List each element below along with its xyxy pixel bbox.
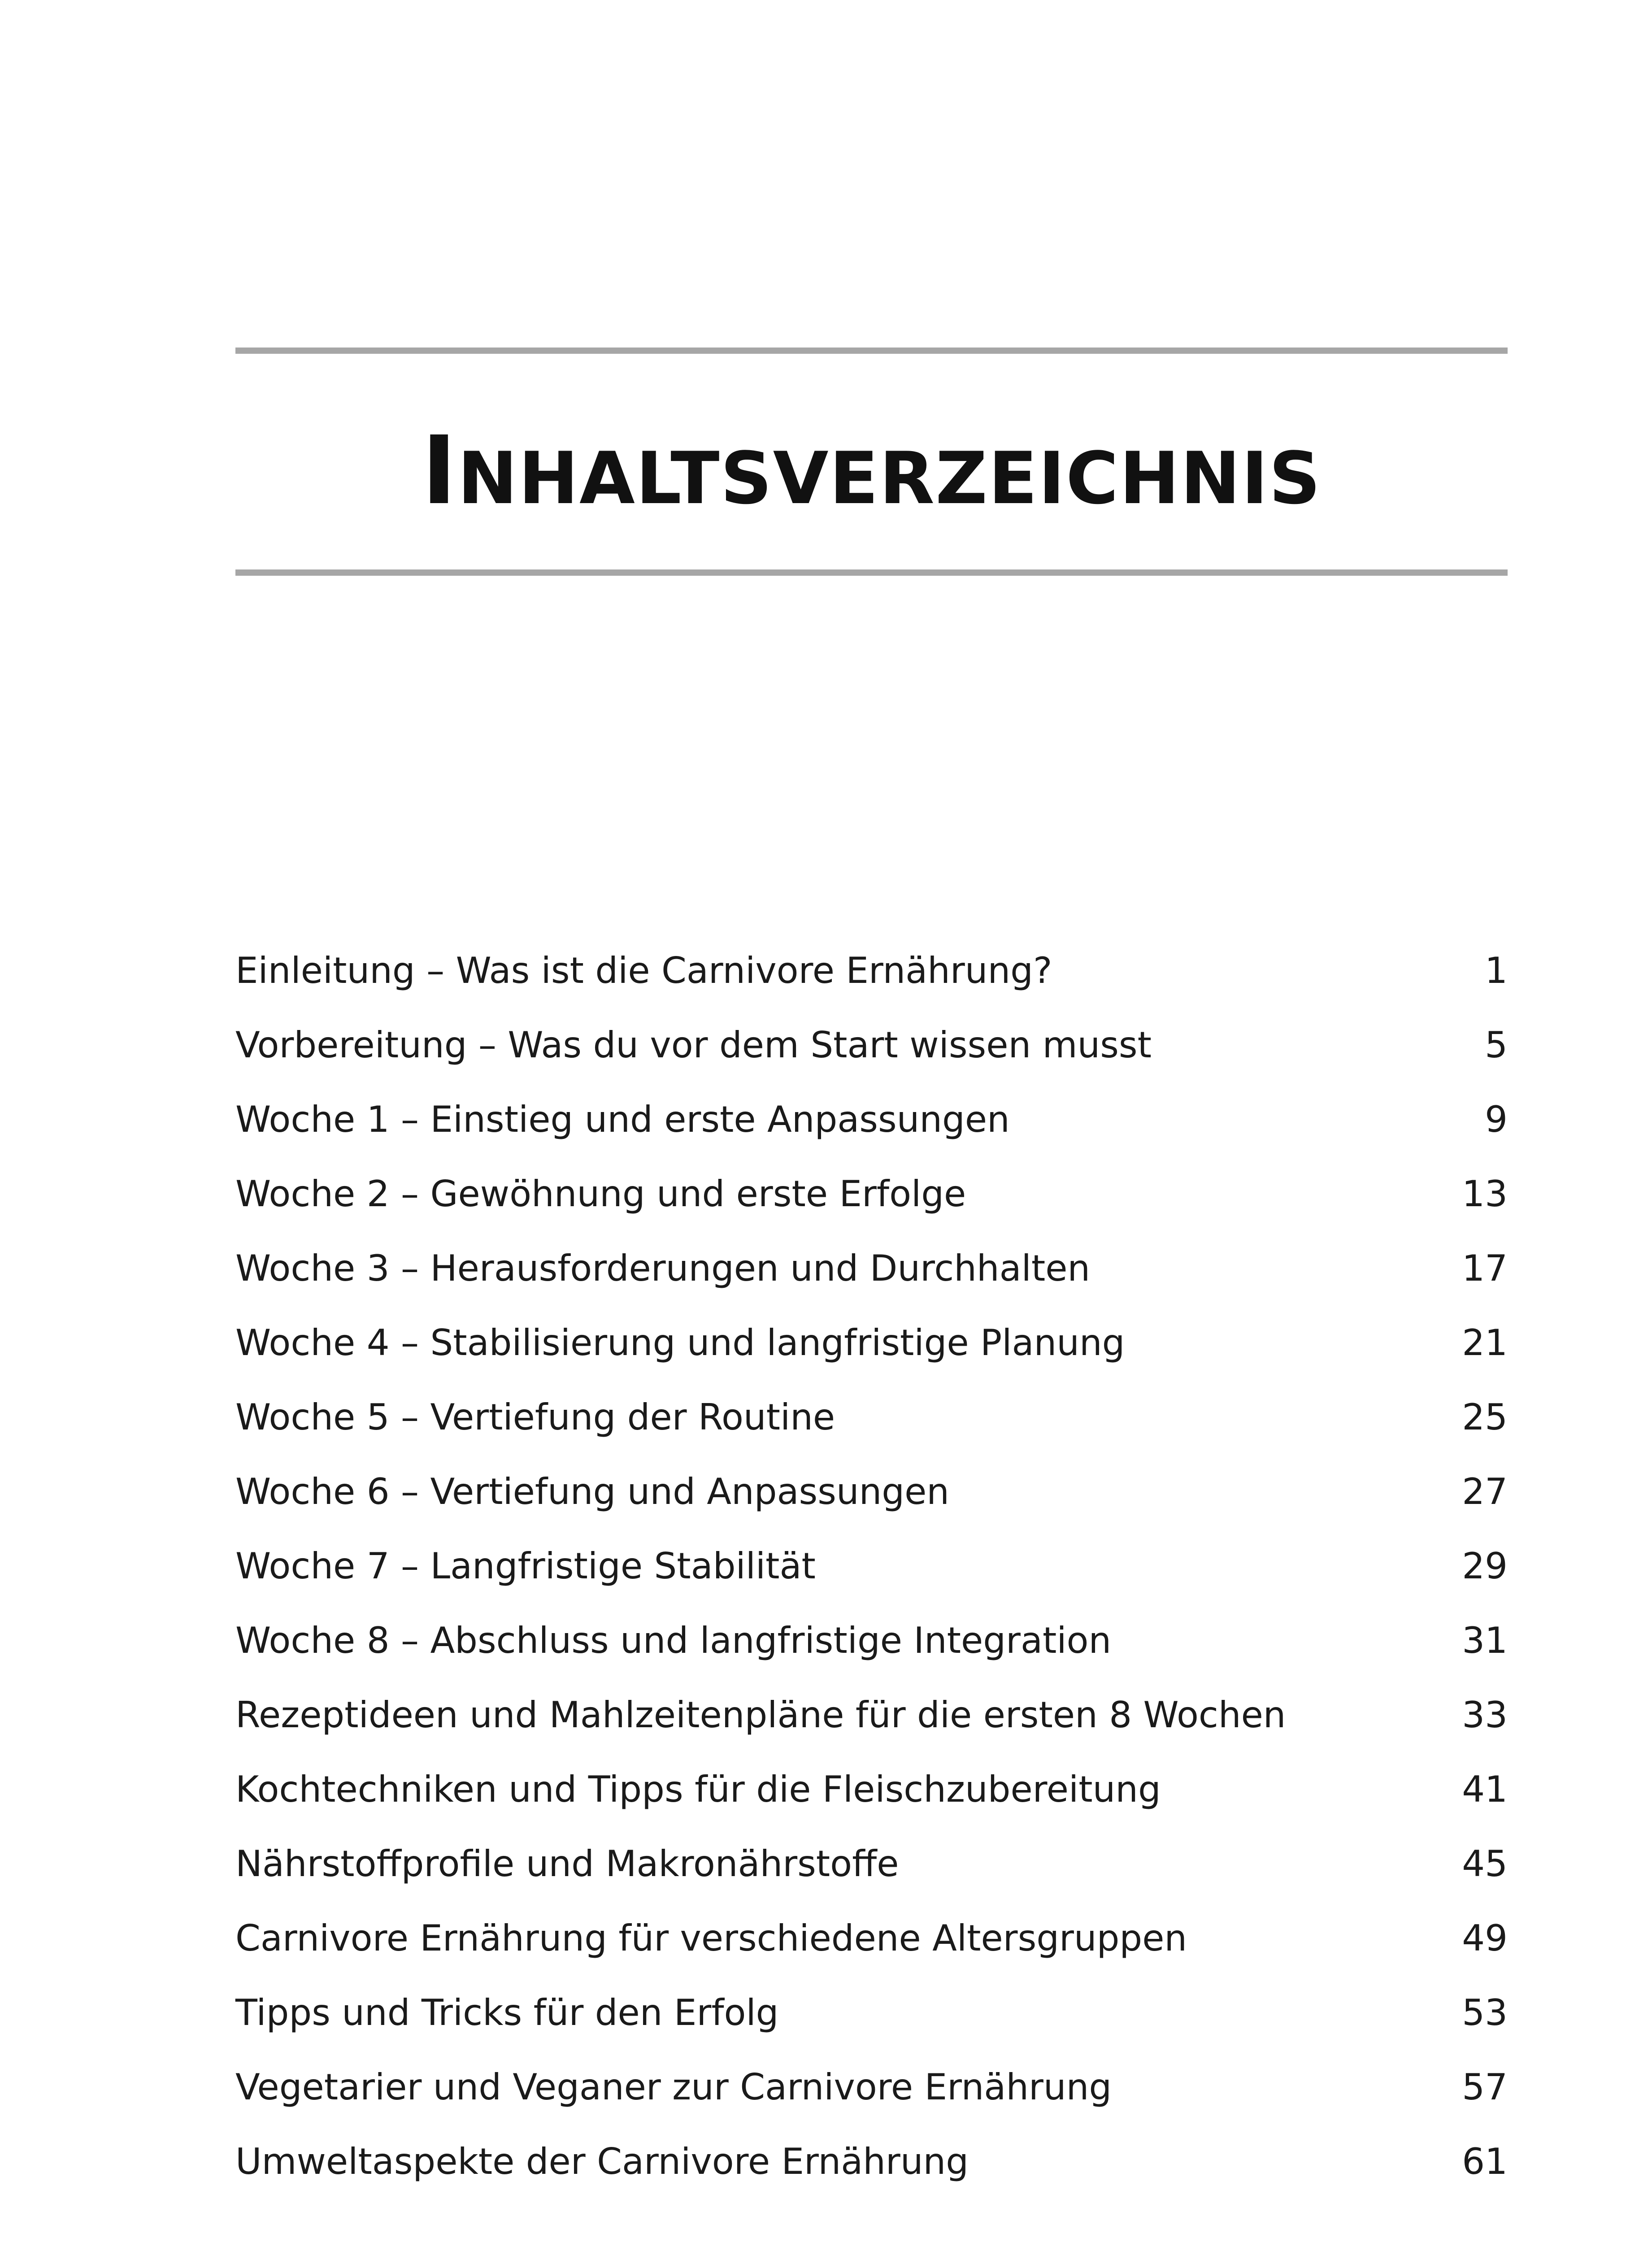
toc-entry-title: Woche 4 – Stabilisierung und langfristige Planung	[235, 1322, 1125, 1364]
table-of-contents	[235, 934, 1508, 2199]
toc-entry-title: Nährstoffprofile und Makronährstoffe	[235, 1843, 899, 1885]
toc-entry-page: 9	[1485, 1099, 1508, 1140]
title-rule-top	[235, 348, 1508, 354]
toc-entry[interactable]	[235, 1008, 1508, 1082]
toc-entry-page: 41	[1462, 1768, 1508, 1810]
toc-entry[interactable]	[235, 1231, 1508, 1306]
toc-entry[interactable]	[235, 1082, 1508, 1157]
toc-entry-title: Carnivore Ernährung für verschiedene Altersgruppen	[235, 1917, 1187, 1959]
toc-entry[interactable]	[235, 1529, 1508, 1603]
toc-entry-page: 17	[1462, 1247, 1508, 1289]
toc-entry-page: 61	[1462, 2141, 1508, 2182]
toc-entry[interactable]	[235, 1901, 1508, 1976]
toc-entry-title: Woche 5 – Vertiefung der Routine	[235, 1396, 835, 1438]
toc-entry[interactable]	[235, 2125, 1508, 2199]
toc-entry-title: Einleitung – Was ist die Carnivore Ernährung?	[235, 950, 1052, 991]
toc-entry-page: 29	[1462, 1545, 1508, 1587]
toc-entry-page: 57	[1462, 2066, 1508, 2108]
toc-entry[interactable]	[235, 1678, 1508, 1752]
toc-entry-title: Rezeptideen und Mahlzeitenpläne für die ersten 8 Wochen	[235, 1694, 1286, 1736]
toc-entry-page: 13	[1462, 1173, 1508, 1215]
title-rule-bottom	[235, 569, 1508, 576]
toc-entry[interactable]	[235, 1603, 1508, 1678]
toc-entry[interactable]	[235, 934, 1508, 1008]
toc-entry-page: 33	[1462, 1694, 1508, 1736]
toc-entry-title: Woche 1 – Einstieg und erste Anpassungen	[235, 1099, 1010, 1140]
toc-entry-title: Vegetarier und Veganer zur Carnivore Ernährung	[235, 2066, 1112, 2108]
toc-entry-title: Kochtechniken und Tipps für die Fleischzubereitung	[235, 1768, 1161, 1810]
toc-entry-page: 1	[1485, 950, 1508, 991]
toc-entry-page: 45	[1462, 1843, 1508, 1885]
toc-entry-title: Umweltaspekte der Carnivore Ernährung	[235, 2141, 969, 2182]
toc-entry-title: Woche 2 – Gewöhnung und erste Erfolge	[235, 1173, 966, 1215]
toc-entry-title: Woche 8 – Abschluss und langfristige Integration	[235, 1620, 1112, 1661]
toc-entry[interactable]	[235, 1455, 1508, 1529]
toc-entry-title: Woche 7 – Langfristige Stabilität	[235, 1545, 816, 1587]
toc-entry-title: Tipps und Tricks für den Erfolg	[235, 1992, 779, 2033]
page-title-rest: NHALTSVERZEICHNIS	[457, 436, 1322, 520]
toc-entry-title: Woche 3 – Herausforderungen und Durchhalten	[235, 1247, 1091, 1289]
toc-entry[interactable]	[235, 1306, 1508, 1380]
toc-entry-page: 53	[1462, 1992, 1508, 2033]
toc-entry-page: 21	[1462, 1322, 1508, 1364]
toc-entry-title: Woche 6 – Vertiefung und Anpassungen	[235, 1471, 949, 1512]
toc-entry[interactable]	[235, 2050, 1508, 2125]
toc-entry-page: 27	[1462, 1471, 1508, 1512]
toc-entry[interactable]	[235, 1976, 1508, 2050]
toc-entry-title: Vorbereitung – Was du vor dem Start wissen musst	[235, 1024, 1152, 1066]
toc-entry[interactable]	[235, 1157, 1508, 1231]
toc-entry-page: 31	[1462, 1620, 1508, 1661]
toc-entry[interactable]	[235, 1752, 1508, 1827]
page-title	[235, 413, 1508, 529]
toc-entry[interactable]	[235, 1827, 1508, 1901]
toc-entry-page: 25	[1462, 1396, 1508, 1438]
toc-entry[interactable]	[235, 1380, 1508, 1455]
toc-entry-page: 5	[1485, 1024, 1508, 1066]
toc-entry-page: 49	[1462, 1917, 1508, 1959]
page-title-initial: I	[422, 416, 458, 526]
